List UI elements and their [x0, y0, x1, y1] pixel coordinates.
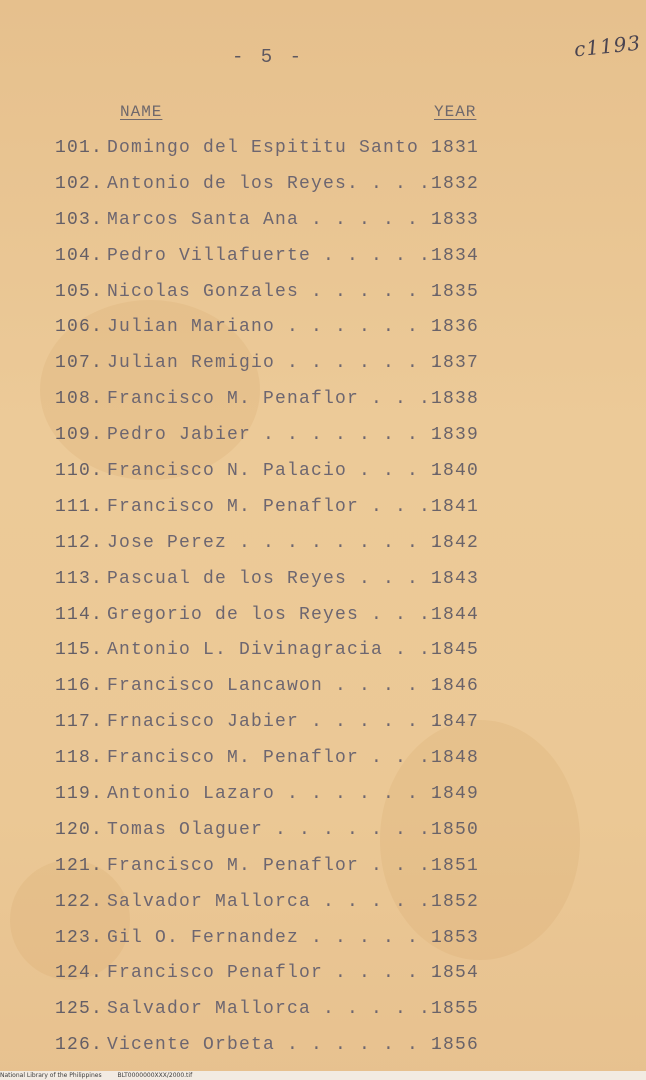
- list-item: [0, 638, 646, 674]
- list-item: [0, 782, 646, 818]
- entry-year: 1844: [431, 604, 480, 625]
- entry-name: Antonio Lazaro . . . . . . .: [107, 784, 444, 805]
- entry-year: 1835: [431, 281, 480, 302]
- entry-number: 121.: [55, 855, 104, 876]
- entry-year: 1848: [431, 748, 480, 769]
- entry-year: 1831: [431, 138, 480, 158]
- list-item: [0, 172, 646, 208]
- entry-number: 101.: [55, 138, 104, 158]
- entry-name: Julian Remigio . . . . . . .: [107, 353, 444, 374]
- entry-year: 1834: [431, 245, 480, 266]
- entry-year: 1842: [431, 532, 480, 553]
- entry-number: 110.: [55, 461, 104, 482]
- entry-year: 1854: [431, 963, 480, 984]
- list-item: [0, 423, 646, 459]
- entry-name: Nicolas Gonzales . . . . . .: [107, 281, 444, 302]
- archive-mark: c1193: [572, 30, 643, 62]
- entry-year: 1856: [431, 1035, 480, 1056]
- entry-number: 126.: [55, 1035, 104, 1056]
- entry-name: Tomas Olaguer . . . . . . .: [107, 819, 432, 840]
- entry-number: 109.: [55, 425, 104, 446]
- list-item: [0, 387, 646, 423]
- list-item: [0, 244, 646, 280]
- entry-number: 108.: [55, 389, 104, 410]
- entry-year: 1849: [431, 784, 480, 805]
- list-item: [0, 603, 646, 639]
- list-item: [0, 926, 646, 962]
- entry-number: 107.: [55, 353, 104, 374]
- year-column-header: YEAR: [434, 103, 477, 121]
- entry-year: 1841: [431, 496, 480, 517]
- list-item: [0, 674, 646, 710]
- entry-number: 111.: [55, 496, 104, 517]
- entry-name: Gregorio de los Reyes . . .: [107, 604, 432, 625]
- page-number: - 5 -: [231, 46, 304, 68]
- entry-number: 122.: [55, 891, 104, 912]
- list-item: [0, 961, 646, 997]
- entry-name: Gil O. Fernandez . . . . . .: [107, 927, 444, 948]
- list-item: [0, 136, 646, 172]
- entry-number: 106.: [55, 317, 104, 338]
- footer-source: National Library of the Philippines: [0, 1072, 102, 1079]
- list-item: [0, 495, 646, 531]
- entry-name: Antonio de los Reyes. . . .: [107, 173, 432, 194]
- list-item: [0, 208, 646, 244]
- entry-year: 1847: [431, 712, 480, 733]
- entry-year: 1852: [431, 891, 480, 912]
- entry-name: Salvador Mallorca . . . . .: [107, 999, 432, 1020]
- entry-name: Francisco M. Penaflor . . .: [107, 748, 432, 769]
- entry-year: 1845: [431, 640, 480, 661]
- entry-number: 115.: [55, 640, 104, 661]
- list-item: [0, 854, 646, 890]
- entry-name: Francisco Lancawon . . . . .: [107, 676, 444, 697]
- entry-number: 114.: [55, 604, 104, 625]
- entry-number: 119.: [55, 784, 104, 805]
- entry-name: Francisco N. Palacio . . . .: [107, 461, 444, 482]
- entry-name: Domingo del Espititu Santo .: [107, 138, 444, 158]
- list-item: [0, 315, 646, 351]
- entry-number: 112.: [55, 532, 104, 553]
- entry-year: 1843: [431, 568, 480, 589]
- entry-year: 1850: [431, 819, 480, 840]
- entry-number: 116.: [55, 676, 104, 697]
- list-item: [0, 710, 646, 746]
- entry-number: 104.: [55, 245, 104, 266]
- name-column-header: NAME: [120, 103, 163, 121]
- list-item: [0, 818, 646, 854]
- entry-name: Pascual de los Reyes . . . .: [107, 568, 444, 589]
- entry-year: 1840: [431, 461, 480, 482]
- list-item: [0, 997, 646, 1033]
- entry-number: 118.: [55, 748, 104, 769]
- list-item: [0, 1033, 646, 1069]
- entry-name: Francisco M. Penaflor . . .: [107, 389, 432, 410]
- entry-year: 1851: [431, 855, 480, 876]
- entry-year: 1846: [431, 676, 480, 697]
- scan-footer: [0, 1071, 646, 1080]
- entry-name: Jose Perez . . . . . . . . .: [107, 532, 444, 553]
- list-item: [0, 459, 646, 495]
- entry-name: Marcos Santa Ana . . . . . .: [107, 209, 444, 230]
- entry-number: 102.: [55, 173, 104, 194]
- entry-number: 105.: [55, 281, 104, 302]
- entry-name: Pedro Villafuerte . . . . .: [107, 245, 432, 266]
- entry-year: 1838: [431, 389, 480, 410]
- entry-name: Francisco M. Penaflor . . .: [107, 496, 432, 517]
- entry-number: 103.: [55, 209, 104, 230]
- entry-year: 1855: [431, 999, 480, 1020]
- list-item: [0, 567, 646, 603]
- entry-list: [0, 136, 646, 1069]
- entry-name: Francisco M. Penaflor . . .: [107, 855, 432, 876]
- entry-name: Pedro Jabier . . . . . . . .: [107, 425, 444, 446]
- list-item: [0, 890, 646, 926]
- entry-number: 125.: [55, 999, 104, 1020]
- list-item: [0, 280, 646, 316]
- entry-number: 117.: [55, 712, 104, 733]
- entry-name: Vicente Orbeta . . . . . . .: [107, 1035, 444, 1056]
- entry-year: 1853: [431, 927, 480, 948]
- entry-name: Antonio L. Divinagracia . .: [107, 640, 432, 661]
- entry-number: 120.: [55, 819, 104, 840]
- list-item: [0, 351, 646, 387]
- entry-name: Salvador Mallorca . . . . .: [107, 891, 432, 912]
- entry-year: 1833: [431, 209, 480, 230]
- entry-number: 124.: [55, 963, 104, 984]
- entry-number: 123.: [55, 927, 104, 948]
- entry-name: Julian Mariano . . . . . . .: [107, 317, 444, 338]
- entry-name: Francisco Penaflor . . . . .: [107, 963, 444, 984]
- entry-name: Frnacisco Jabier . . . . . .: [107, 712, 444, 733]
- list-item: [0, 531, 646, 567]
- entry-year: 1839: [431, 425, 480, 446]
- entry-number: 113.: [55, 568, 104, 589]
- entry-year: 1836: [431, 317, 480, 338]
- entry-year: 1832: [431, 173, 480, 194]
- footer-file: BLT0000000XXX/2000.tif: [117, 1072, 193, 1079]
- list-item: [0, 746, 646, 782]
- entry-year: 1837: [431, 353, 480, 374]
